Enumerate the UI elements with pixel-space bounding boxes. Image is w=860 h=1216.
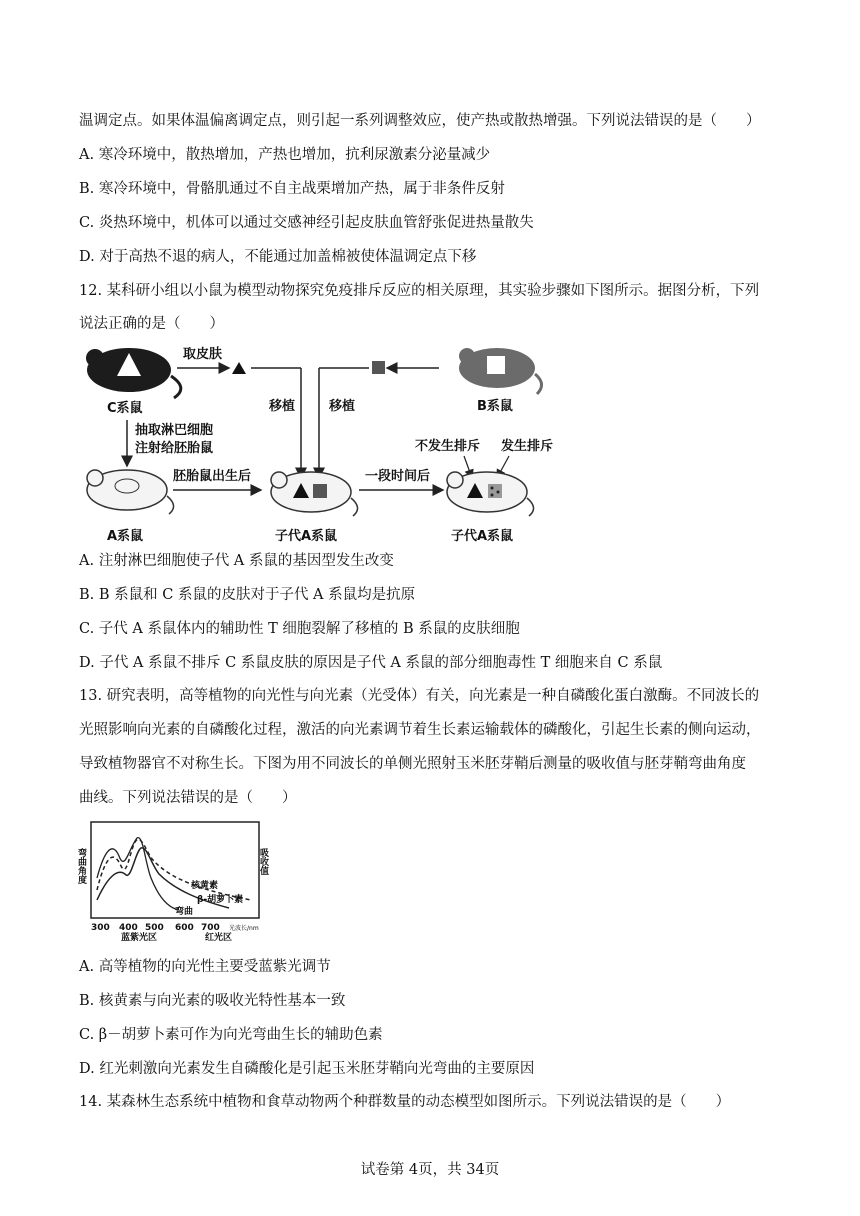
q12-stem-line1: 12. 某科研小组以小鼠为模型动物探究免疫排斥反应的相关原理，其实验步骤如下图所示。据图分析，下列 [79,283,760,299]
take-skin-label: 取皮肤 [183,347,223,362]
q13-chart [76,818,279,944]
x-region-blue: 蓝紫光区 [121,933,158,943]
q14-stem: 14. 某森林生态系统中植物和食草动物两个种群数量的动态模型如图所示。下列说法错误的是（ ） [79,1094,731,1110]
x-tick-label: 300 [91,923,110,933]
q12-figure [79,338,554,550]
c-mouse-label: C系鼠 [107,401,143,416]
x-tick-label: 500 [145,923,164,933]
a-mouse-label: A系鼠 [107,529,144,544]
q12-stem-line2: 说法正确的是（ ） [79,316,224,332]
graft-label-2: 移植 [329,399,356,414]
b-skin-square [372,361,385,374]
offspring-label-2: 子代A系鼠 [451,529,514,544]
offspring-label-1: 子代A系鼠 [275,529,338,544]
q12-option-d: D. 子代 A 系鼠不排斥 C 系鼠皮肤的原因是子代 A 系鼠的部分细胞毒性 T 细胞来自 C 系鼠 [79,655,663,671]
x-region-red: 红光区 [205,933,233,943]
no-reject-label: 不发生排斥 [415,439,481,454]
extract-label-2: 注射给胚胎鼠 [135,441,214,456]
c-mouse-icon [86,348,181,398]
b-mouse-label: B系鼠 [477,399,513,414]
after-time-label: 一段时间后 [365,469,431,484]
q13-option-a: A. 高等植物的向光性主要受蓝紫光调节 [79,959,331,975]
c-skin-triangle [232,362,246,374]
y-right-label: 吸收值 [258,848,268,875]
q11-option-c: C. 炎热环境中，机体可以通过交感神经引起皮肤血管舒张促进热量散失 [79,215,534,231]
offspring-mouse-icon-1 [271,472,358,516]
series-label-carotene: β-胡萝卜素 [197,895,244,905]
extract-label-1: 抽取淋巴细胞 [135,423,214,438]
y-left-label: 弯曲角度 [76,848,86,884]
q13-option-c: C. β－胡萝卜素可作为向光弯曲生长的辅助色素 [79,1027,383,1043]
q11-option-a: A. 寒冷环境中，散热增加，产热也增加，抗利尿激素分泌量减少 [79,147,491,163]
q13-stem-line2: 光照影响向光素的自磷酸化过程，激活的向光素调节着生长素运输载体的磷酸化，引起生长素的侧向运动， [79,722,761,738]
q13-stem-line3: 导致植物器官不对称生长。下图为用不同波长的单侧光照射玉米胚芽鞘后测量的吸收值与胚芽鞘弯曲角度 [79,756,746,772]
x-unit-label: 光波长/nm [229,925,259,932]
x-tick-label: 700 [201,923,220,933]
x-tick-label: 400 [119,923,138,933]
q11-stem-tail: 温调定点。如果体温偏离调定点，则引起一系列调整效应，使产热或散热增强。下列说法错误的是（ ） [79,113,761,129]
b-mouse-icon [459,348,542,394]
offspring-mouse-icon-2 [447,472,534,516]
after-birth-label: 胚胎鼠出生后 [173,469,252,484]
series-label-riboflavin: 核黄素 [191,881,219,891]
q11-option-b: B. 寒冷环境中，骨骼肌通过不自主战栗增加产热，属于非条件反射 [79,181,505,197]
a-mouse-icon [87,470,174,514]
q13-option-b: B. 核黄素与向光素的吸收光特性基本一致 [79,993,346,1009]
page-footer: 试卷第 4页，共 34页 [360,1162,500,1178]
x-tick-label: 600 [175,923,194,933]
q12-option-b: B. B 系鼠和 C 系鼠的皮肤对于子代 A 系鼠均是抗原 [79,587,416,603]
graft-label-1: 移植 [269,399,296,414]
q11-option-d: D. 对于高热不退的病人，不能通过加盖棉被使体温调定点下移 [79,249,477,265]
q12-option-c: C. 子代 A 系鼠体内的辅助性 T 细胞裂解了移植的 B 系鼠的皮肤细胞 [79,621,520,637]
q12-option-a: A. 注射淋巴细胞使子代 A 系鼠的基因型发生改变 [79,553,394,569]
q13-stem-line4: 曲线。下列说法错误的是（ ） [79,790,297,806]
series-label-bending: 弯曲 [175,907,194,917]
q13-stem-line1: 13. 研究表明，高等植物的向光性与向光素（光受体）有关，向光素是一种自磷酸化蛋白激酶。不同波长的 [79,688,760,704]
reject-label: 发生排斥 [501,439,554,454]
q13-option-d: D. 红光刺激向光素发生自磷酸化是引起玉米胚芽鞘向光弯曲的主要原因 [79,1061,535,1077]
